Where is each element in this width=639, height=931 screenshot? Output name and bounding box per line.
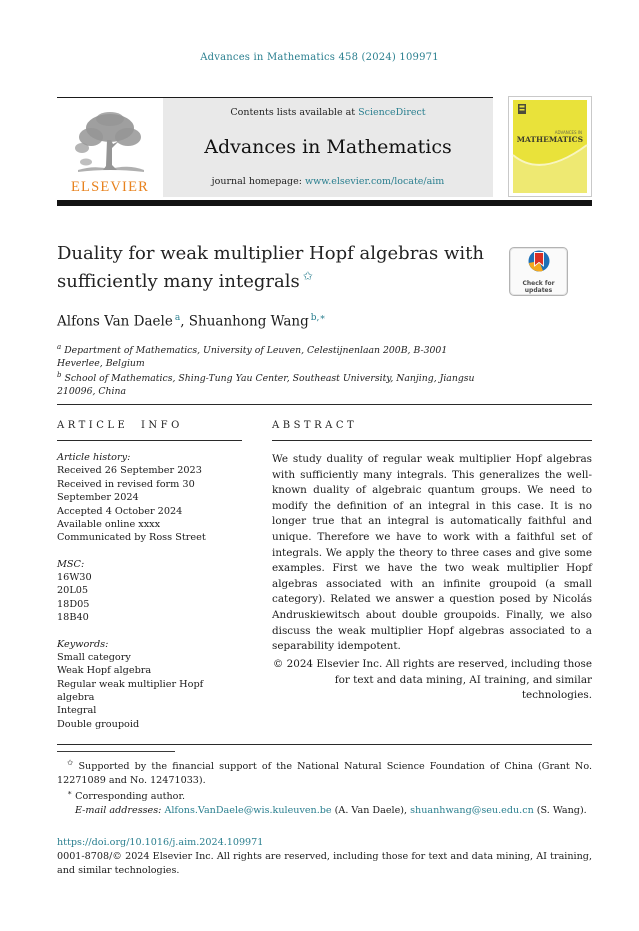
affiliation-marker: b <box>57 371 62 380</box>
keywords-group <box>57 638 242 732</box>
elsevier-logo[interactable] <box>57 98 163 197</box>
email-link-2[interactable]: shuanhwang@seu.edu.cn <box>410 805 534 817</box>
contents-prefix: Contents lists available at <box>230 107 359 118</box>
cover-title-small: ADVANCES IN <box>554 130 582 135</box>
history-item: Received 26 September 2023 <box>57 465 202 477</box>
affiliation <box>57 371 485 398</box>
author-name: Alfons Van Daele <box>57 313 173 330</box>
email-suffix-1: (A. Van Daele), <box>331 805 411 817</box>
journal-masthead <box>163 98 493 197</box>
article-history-label: Article history: <box>57 452 131 463</box>
keyword-item: Integral <box>57 705 97 717</box>
keywords-label: Keywords: <box>57 638 109 650</box>
abstract-copyright: © 2024 Elsevier Inc. All rights are reserved, including those for text and data mining, AI training, and similar technologies. <box>272 657 592 702</box>
email-label: E-mail addresses: <box>75 805 162 817</box>
abstract-heading: ABSTRACT <box>272 405 592 441</box>
affiliations <box>57 343 485 399</box>
corresponding-footnote-mark: ∗ <box>67 788 73 797</box>
article-title <box>57 240 523 295</box>
check-for-updates-badge[interactable] <box>509 247 568 296</box>
authors-separator: , <box>180 313 189 330</box>
journal-header-box <box>57 97 493 197</box>
keyword-item: Weak Hopf algebra <box>57 665 152 677</box>
sciencedirect-link[interactable]: ScienceDirect <box>358 107 426 118</box>
journal-emblem-icon <box>518 104 526 114</box>
info-abstract-section <box>57 404 592 745</box>
affiliation <box>57 343 485 370</box>
history-item: Received in revised form 30 September 2024 <box>57 478 195 504</box>
support-footnote-text: Supported by the financial support of the National Natural Science Foundation of China (Grant No. 12271089 and No. 12471033). <box>57 761 592 787</box>
history-item: Communicated by Ross Street <box>57 532 206 544</box>
authors-line <box>57 313 325 330</box>
page-footer <box>57 836 592 878</box>
article-history-group <box>57 451 242 545</box>
homepage-line <box>167 176 489 187</box>
contents-line <box>167 107 489 118</box>
author-name: Shuanhong Wang <box>188 313 309 330</box>
publisher-name: ELSEVIER <box>70 178 150 195</box>
history-item: Accepted 4 October 2024 <box>57 505 183 517</box>
homepage-link[interactable]: www.elsevier.com/locate/aim <box>304 176 445 187</box>
running-head-citation: Advances in Mathematics 458 (2024) 109971 <box>200 52 439 63</box>
msc-group <box>57 558 242 625</box>
history-item: Available online xxxx <box>57 518 161 530</box>
msc-item: 18B40 <box>57 612 89 624</box>
author-affiliation-link[interactable]: a <box>174 313 181 323</box>
footnotes <box>57 751 592 818</box>
msc-item: 16W30 <box>57 572 92 583</box>
email-footnote <box>57 804 592 818</box>
journal-title: Advances in Mathematics <box>204 136 452 158</box>
footer-copyright: 0001-8708/© 2024 Elsevier Inc. All rights are reserved, including those for text and data mining, AI training, and similar technologies. <box>57 850 592 876</box>
author-affiliation-link[interactable]: b,∗ <box>310 313 326 323</box>
support-footnote-mark: ✩ <box>67 758 74 767</box>
abstract-column <box>272 405 592 744</box>
msc-item: 20L05 <box>57 585 89 597</box>
corresponding-footnote <box>57 788 592 804</box>
doi-link[interactable]: https://doi.org/10.1016/j.aim.2024.109971 <box>57 837 264 848</box>
abstract-text: We study duality of regular weak multiplier Hopf algebras with sufficiently many integrals. This generalizes the well-known duality of algebraic quantum groups. We need to modify the definition of an integral in this case. It is no longer true that an integral is automatically faithful and unique. Therefore we have to work with a faithful set of integrals. We apply the theory to three cases and give some examples. First we have the two weak multiplier Hopf algebras associated with an infinite groupoid (a small category). Related we answer a question posed by Nicolás Andruskiewitsch about double groupoids. Finally, we also discuss the weak multiplier Hopf algebras associated to a separability idempotent. <box>272 453 592 653</box>
support-footnote <box>57 758 592 788</box>
header-divider-bar <box>57 200 592 206</box>
keyword-item: Small category <box>57 651 131 663</box>
affiliation-marker: a <box>57 343 62 351</box>
affiliation-text: School of Mathematics, Shing-Tung Yau Center, Southeast University, Nanjing, Jiangsu 210096, China <box>57 373 475 398</box>
journal-cover-thumbnail[interactable] <box>508 96 592 197</box>
elsevier-tree-icon <box>70 110 150 180</box>
footnote-divider <box>57 751 175 752</box>
keyword-item: Regular weak multiplier Hopf algebra <box>57 678 204 703</box>
cover-title-large: MATHEMATICS <box>516 135 583 144</box>
msc-label: MSC: <box>57 558 85 570</box>
corresponding-footnote-text: Corresponding author. <box>75 791 186 803</box>
check-badge-label-line1: Check for <box>522 279 555 287</box>
homepage-prefix: journal homepage: <box>211 176 305 187</box>
email-link-1[interactable]: Alfons.VanDaele@wis.kuleuven.be <box>164 805 332 817</box>
msc-item: 18D05 <box>57 598 90 610</box>
article-info-column <box>57 405 242 744</box>
email-suffix-2: (S. Wang). <box>533 805 587 817</box>
affiliation-text: Department of Mathematics, University of Leuven, Celestijnenlaan 200B, B-3001 Heverlee, Belgium <box>57 345 448 370</box>
article-info-heading: ARTICLE INFO <box>57 405 242 441</box>
keyword-item: Double groupoid <box>57 718 140 730</box>
article-title-text: Duality for weak multiplier Hopf algebras with sufficiently many integrals <box>57 243 484 292</box>
title-footnote-star-link[interactable]: ✩ <box>302 269 313 283</box>
check-badge-label-line2: updates <box>524 287 553 294</box>
check-for-updates-icon <box>523 249 555 280</box>
